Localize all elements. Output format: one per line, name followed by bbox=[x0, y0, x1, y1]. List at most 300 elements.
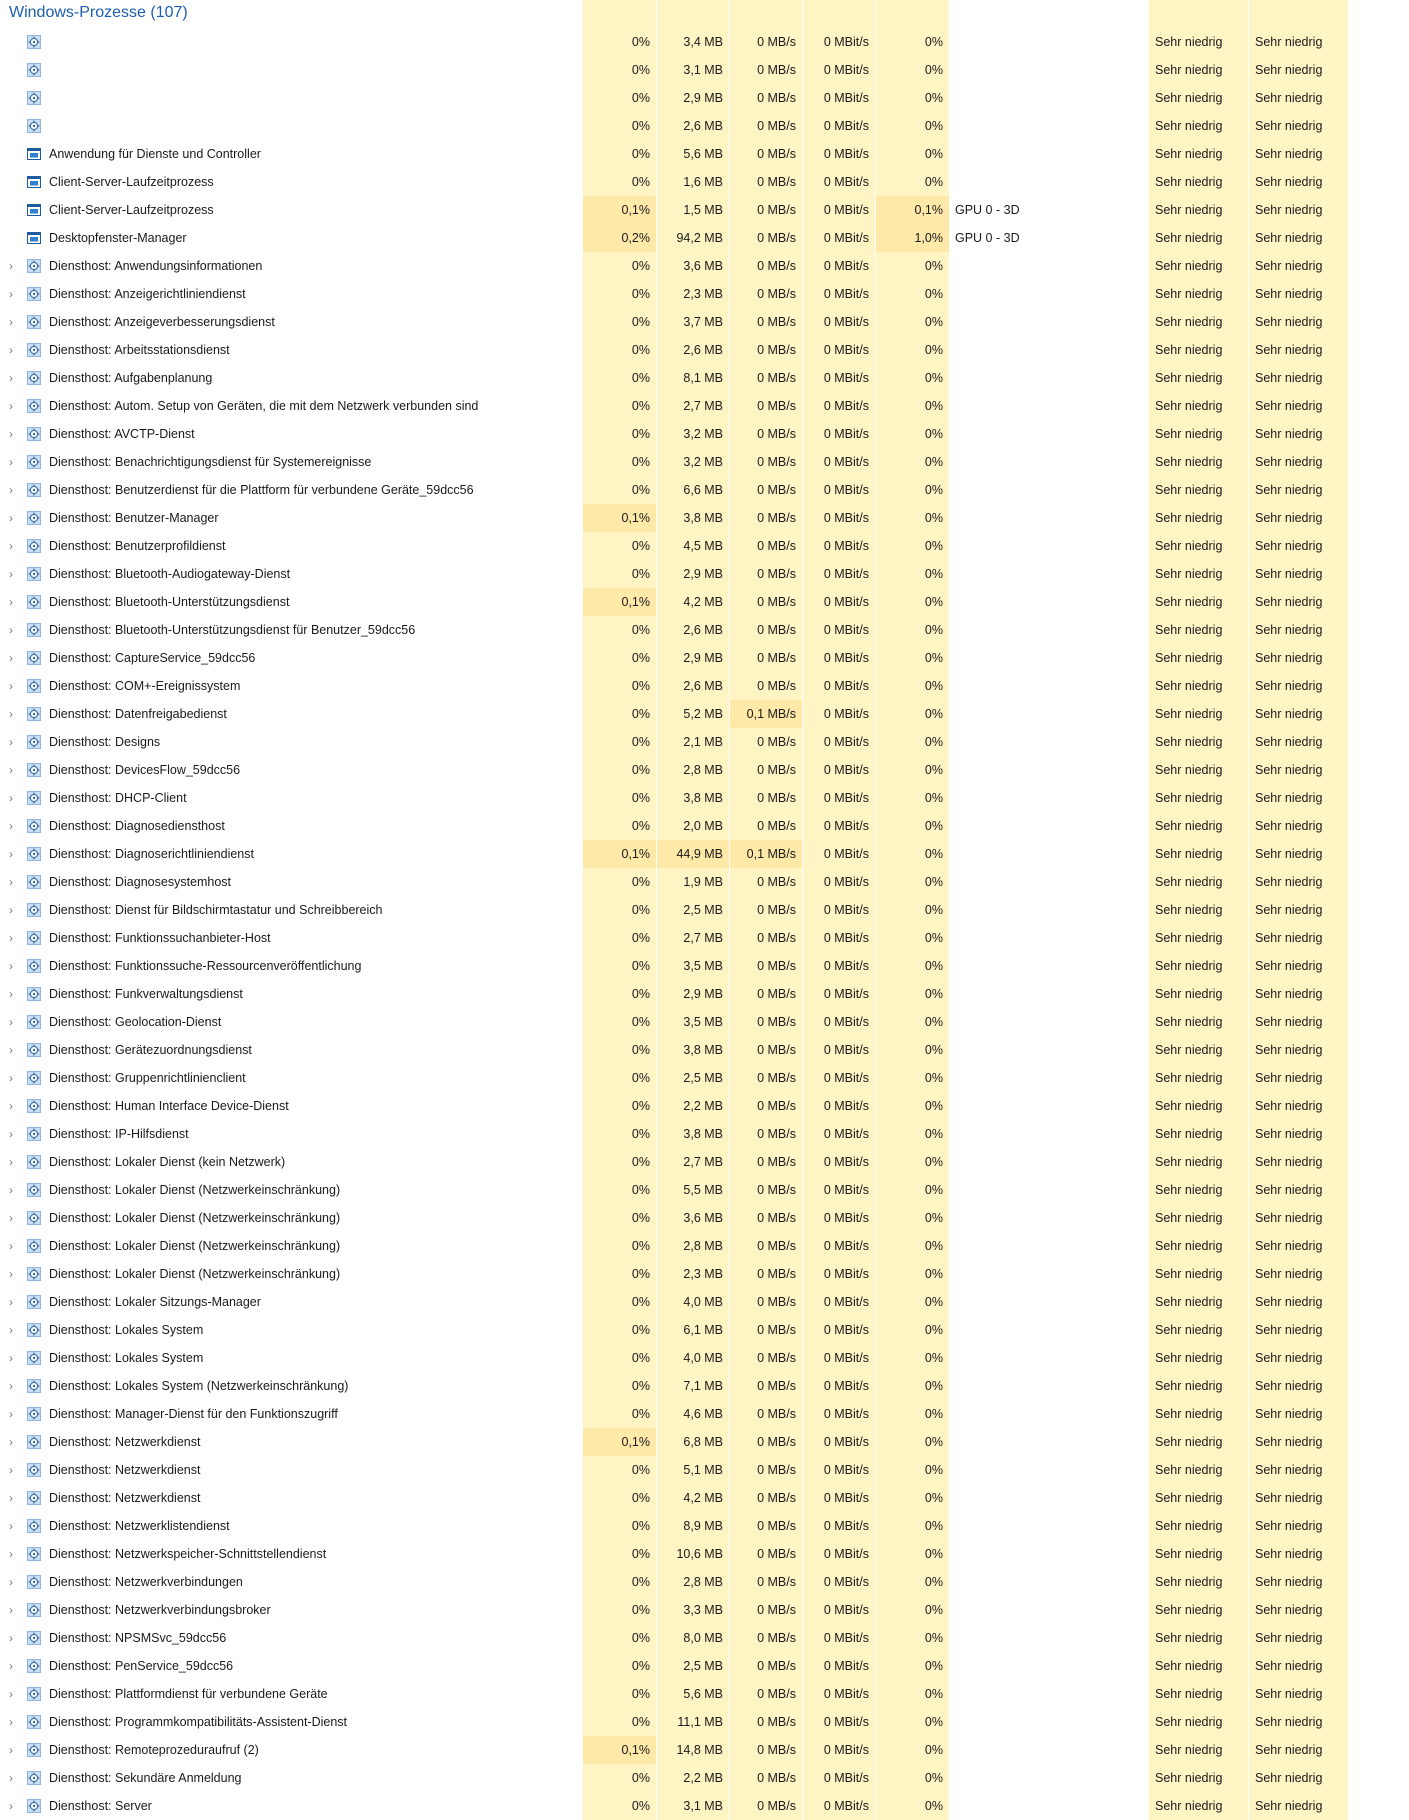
cell-net: 0 MBit/s bbox=[823, 1071, 869, 1085]
chevron-right-icon[interactable]: › bbox=[9, 455, 13, 469]
power-usage-trend: Sehr niedrig bbox=[1255, 1407, 1323, 1421]
process-row[interactable] bbox=[0, 532, 1409, 560]
chevron-right-icon[interactable]: › bbox=[9, 1603, 13, 1617]
chevron-right-icon[interactable]: › bbox=[9, 287, 13, 301]
cell-disk: 0 MB/s bbox=[757, 1295, 796, 1309]
process-name: Diensthost: DHCP-Client bbox=[49, 791, 187, 805]
chevron-right-icon[interactable]: › bbox=[9, 1155, 13, 1169]
process-row[interactable] bbox=[0, 448, 1409, 476]
power-usage-trend: Sehr niedrig bbox=[1255, 1659, 1323, 1673]
cell-disk: 0 MB/s bbox=[757, 231, 796, 245]
process-row[interactable] bbox=[0, 308, 1409, 336]
cell-gpu: 0% bbox=[924, 1435, 943, 1449]
cell-gpu: 0% bbox=[924, 847, 943, 861]
chevron-right-icon[interactable]: › bbox=[9, 483, 13, 497]
process-row[interactable] bbox=[0, 1148, 1409, 1176]
process-row[interactable] bbox=[0, 1428, 1409, 1456]
cell-cpu: 0% bbox=[631, 1659, 650, 1673]
chevron-right-icon[interactable]: › bbox=[9, 1267, 13, 1281]
cell-disk: 0 MB/s bbox=[757, 959, 796, 973]
chevron-right-icon[interactable]: › bbox=[9, 959, 13, 973]
chevron-right-icon[interactable]: › bbox=[9, 1407, 13, 1421]
chevron-right-icon[interactable]: › bbox=[9, 1183, 13, 1197]
chevron-right-icon[interactable]: › bbox=[9, 1015, 13, 1029]
cell-net: 0 MBit/s bbox=[823, 1267, 869, 1281]
power-usage: Sehr niedrig bbox=[1155, 1799, 1223, 1813]
cell-cpu: 0% bbox=[631, 1463, 650, 1477]
chevron-right-icon[interactable]: › bbox=[9, 1295, 13, 1309]
cell-cpu: 0% bbox=[631, 959, 650, 973]
cell-cpu: 0% bbox=[631, 539, 650, 553]
chevron-right-icon[interactable]: › bbox=[9, 651, 13, 665]
process-row[interactable] bbox=[0, 1652, 1409, 1680]
gear-icon bbox=[27, 91, 41, 105]
cell-gpu: 0% bbox=[924, 539, 943, 553]
cell-mem: 8,1 MB bbox=[683, 371, 723, 385]
process-name: Client-Server-Laufzeitprozess bbox=[49, 175, 214, 189]
cell-disk: 0 MB/s bbox=[757, 539, 796, 553]
chevron-right-icon[interactable]: › bbox=[9, 875, 13, 889]
chevron-right-icon[interactable]: › bbox=[9, 1211, 13, 1225]
cell-cpu: 0% bbox=[631, 623, 650, 637]
power-usage-trend: Sehr niedrig bbox=[1255, 931, 1323, 945]
chevron-right-icon[interactable]: › bbox=[9, 931, 13, 945]
process-name: Diensthost: Dienst für Bildschirmtastatur und Schreibbereich bbox=[49, 903, 383, 917]
cell-disk: 0 MB/s bbox=[757, 1323, 796, 1337]
power-usage-trend: Sehr niedrig bbox=[1255, 567, 1323, 581]
process-row[interactable] bbox=[0, 616, 1409, 644]
cell-disk: 0 MB/s bbox=[757, 1127, 796, 1141]
cell-disk: 0 MB/s bbox=[757, 1687, 796, 1701]
cell-gpu: 0% bbox=[924, 371, 943, 385]
power-usage-trend: Sehr niedrig bbox=[1255, 763, 1323, 777]
chevron-right-icon[interactable]: › bbox=[9, 903, 13, 917]
cell-mem: 4,5 MB bbox=[683, 539, 723, 553]
process-name: Diensthost: CaptureService_59dcc56 bbox=[49, 651, 256, 665]
cell-net: 0 MBit/s bbox=[823, 679, 869, 693]
gear-icon bbox=[27, 1491, 41, 1505]
cell-disk: 0 MB/s bbox=[757, 651, 796, 665]
chevron-right-icon[interactable]: › bbox=[9, 679, 13, 693]
cell-cpu: 0% bbox=[631, 903, 650, 917]
cell-mem: 6,6 MB bbox=[683, 483, 723, 497]
cell-net: 0 MBit/s bbox=[823, 903, 869, 917]
chevron-right-icon[interactable]: › bbox=[9, 567, 13, 581]
process-row[interactable] bbox=[0, 280, 1409, 308]
cell-cpu: 0% bbox=[631, 1603, 650, 1617]
power-usage: Sehr niedrig bbox=[1155, 1631, 1223, 1645]
process-name: Diensthost: Remoteprozeduraufruf (2) bbox=[49, 1743, 259, 1757]
process-row[interactable] bbox=[0, 1456, 1409, 1484]
process-row[interactable] bbox=[0, 1120, 1409, 1148]
chevron-right-icon[interactable]: › bbox=[9, 1127, 13, 1141]
chevron-right-icon[interactable]: › bbox=[9, 399, 13, 413]
chevron-right-icon[interactable]: › bbox=[9, 1687, 13, 1701]
power-usage-trend: Sehr niedrig bbox=[1255, 707, 1323, 721]
process-row[interactable] bbox=[0, 700, 1409, 728]
chevron-right-icon[interactable]: › bbox=[9, 1071, 13, 1085]
chevron-right-icon[interactable]: › bbox=[9, 1463, 13, 1477]
gear-icon bbox=[27, 1463, 41, 1477]
chevron-right-icon[interactable]: › bbox=[9, 343, 13, 357]
gear-icon bbox=[27, 1435, 41, 1449]
process-row[interactable] bbox=[0, 1260, 1409, 1288]
chevron-right-icon[interactable]: › bbox=[9, 819, 13, 833]
power-usage: Sehr niedrig bbox=[1155, 567, 1223, 581]
cell-mem: 3,6 MB bbox=[683, 1211, 723, 1225]
cell-cpu: 0% bbox=[631, 1267, 650, 1281]
power-usage-trend: Sehr niedrig bbox=[1255, 1015, 1323, 1029]
cell-cpu: 0% bbox=[631, 1407, 650, 1421]
power-usage-trend: Sehr niedrig bbox=[1255, 455, 1323, 469]
cell-gpu: 0% bbox=[924, 763, 943, 777]
cell-mem: 2,2 MB bbox=[683, 1099, 723, 1113]
cell-cpu: 0% bbox=[631, 315, 650, 329]
cell-net: 0 MBit/s bbox=[823, 847, 869, 861]
cell-mem: 1,9 MB bbox=[683, 875, 723, 889]
cell-gpu: 0% bbox=[924, 1043, 943, 1057]
cell-net: 0 MBit/s bbox=[823, 1519, 869, 1533]
process-row[interactable] bbox=[0, 1484, 1409, 1512]
chevron-right-icon[interactable]: › bbox=[9, 1659, 13, 1673]
window-icon bbox=[27, 231, 41, 245]
chevron-right-icon[interactable]: › bbox=[9, 511, 13, 525]
cell-disk: 0 MB/s bbox=[757, 399, 796, 413]
process-row[interactable] bbox=[0, 1568, 1409, 1596]
power-usage-trend: Sehr niedrig bbox=[1255, 483, 1323, 497]
process-row[interactable] bbox=[0, 924, 1409, 952]
cell-mem: 3,5 MB bbox=[683, 1015, 723, 1029]
chevron-right-icon[interactable]: › bbox=[9, 1799, 13, 1813]
chevron-right-icon[interactable]: › bbox=[9, 1043, 13, 1057]
process-name: Diensthost: Benutzer-Manager bbox=[49, 511, 219, 525]
power-usage: Sehr niedrig bbox=[1155, 147, 1223, 161]
process-name: Diensthost: Lokaler Dienst (Netzwerkeinschränkung) bbox=[49, 1183, 341, 1197]
power-usage-trend: Sehr niedrig bbox=[1255, 427, 1323, 441]
process-name: Diensthost: IP-Hilfsdienst bbox=[49, 1127, 189, 1141]
chevron-right-icon[interactable]: › bbox=[9, 1379, 13, 1393]
process-row[interactable] bbox=[0, 672, 1409, 700]
cell-mem: 2,3 MB bbox=[683, 1267, 723, 1281]
power-usage-trend: Sehr niedrig bbox=[1255, 791, 1323, 805]
cell-disk: 0 MB/s bbox=[757, 259, 796, 273]
power-usage: Sehr niedrig bbox=[1155, 1211, 1223, 1225]
process-name: Diensthost: Funkverwaltungsdienst bbox=[49, 987, 243, 1001]
cell-mem: 2,7 MB bbox=[683, 931, 723, 945]
process-row[interactable] bbox=[0, 784, 1409, 812]
power-usage: Sehr niedrig bbox=[1155, 203, 1223, 217]
process-row[interactable] bbox=[0, 812, 1409, 840]
power-usage: Sehr niedrig bbox=[1155, 903, 1223, 917]
cell-disk: 0 MB/s bbox=[757, 1015, 796, 1029]
process-row[interactable] bbox=[0, 1736, 1409, 1764]
process-row[interactable] bbox=[0, 1372, 1409, 1400]
cell-gpu: 0% bbox=[924, 1211, 943, 1225]
window-icon bbox=[27, 147, 41, 161]
process-name: Diensthost: Netzwerkdienst bbox=[49, 1491, 201, 1505]
process-row[interactable] bbox=[0, 1624, 1409, 1652]
cell-gpu: 0% bbox=[924, 315, 943, 329]
power-usage-trend: Sehr niedrig bbox=[1255, 1463, 1323, 1477]
gear-icon bbox=[27, 371, 41, 385]
process-row[interactable] bbox=[0, 1764, 1409, 1792]
chevron-right-icon[interactable]: › bbox=[9, 1771, 13, 1785]
cell-cpu: 0% bbox=[631, 1715, 650, 1729]
process-row[interactable] bbox=[0, 224, 1409, 252]
cell-mem: 3,8 MB bbox=[683, 791, 723, 805]
process-row[interactable] bbox=[0, 952, 1409, 980]
power-usage: Sehr niedrig bbox=[1155, 1155, 1223, 1169]
process-row[interactable] bbox=[0, 868, 1409, 896]
power-usage: Sehr niedrig bbox=[1155, 623, 1223, 637]
chevron-right-icon[interactable]: › bbox=[9, 1715, 13, 1729]
process-name: Diensthost: Autom. Setup von Geräten, die mit dem Netzwerk verbunden sind bbox=[49, 399, 479, 413]
process-row[interactable] bbox=[0, 980, 1409, 1008]
process-row[interactable] bbox=[0, 1680, 1409, 1708]
process-row[interactable] bbox=[0, 1540, 1409, 1568]
gear-icon bbox=[27, 1743, 41, 1757]
chevron-right-icon[interactable]: › bbox=[9, 791, 13, 805]
chevron-right-icon[interactable]: › bbox=[9, 1435, 13, 1449]
gear-icon bbox=[27, 1631, 41, 1645]
cell-mem: 5,1 MB bbox=[683, 1463, 723, 1477]
process-row[interactable] bbox=[0, 1064, 1409, 1092]
gear-icon bbox=[27, 1687, 41, 1701]
power-usage-trend: Sehr niedrig bbox=[1255, 1211, 1323, 1225]
cell-mem: 1,5 MB bbox=[683, 203, 723, 217]
process-name: Diensthost: Lokaler Dienst (Netzwerkeinschränkung) bbox=[49, 1211, 341, 1225]
process-row[interactable] bbox=[0, 560, 1409, 588]
process-name: Anwendung für Dienste und Controller bbox=[49, 147, 261, 161]
process-row[interactable] bbox=[0, 1204, 1409, 1232]
process-name: Diensthost: NPSMSvc_59dcc56 bbox=[49, 1631, 227, 1645]
cell-cpu: 0% bbox=[631, 1295, 650, 1309]
chevron-right-icon[interactable]: › bbox=[9, 1631, 13, 1645]
process-name: Diensthost: Bluetooth-Unterstützungsdienst bbox=[49, 595, 290, 609]
power-usage-trend: Sehr niedrig bbox=[1255, 343, 1323, 357]
process-row[interactable] bbox=[0, 1288, 1409, 1316]
cell-disk: 0 MB/s bbox=[757, 791, 796, 805]
process-name: Diensthost: Anzeigeverbesserungsdienst bbox=[49, 315, 275, 329]
chevron-right-icon[interactable]: › bbox=[9, 371, 13, 385]
process-row[interactable] bbox=[0, 1708, 1409, 1736]
process-row[interactable] bbox=[0, 896, 1409, 924]
process-row[interactable] bbox=[0, 336, 1409, 364]
cell-cpu: 0% bbox=[631, 763, 650, 777]
chevron-right-icon[interactable]: › bbox=[9, 763, 13, 777]
cell-disk: 0 MB/s bbox=[757, 1435, 796, 1449]
process-row[interactable] bbox=[0, 392, 1409, 420]
process-row[interactable] bbox=[0, 476, 1409, 504]
power-usage-trend: Sehr niedrig bbox=[1255, 1267, 1323, 1281]
process-name: Diensthost: Designs bbox=[49, 735, 161, 749]
process-name: Diensthost: AVCTP-Dienst bbox=[49, 427, 195, 441]
chevron-right-icon[interactable]: › bbox=[9, 315, 13, 329]
gear-icon bbox=[27, 1519, 41, 1533]
process-row[interactable] bbox=[0, 1232, 1409, 1260]
cell-mem: 94,2 MB bbox=[676, 231, 723, 245]
process-row[interactable] bbox=[0, 728, 1409, 756]
chevron-right-icon[interactable]: › bbox=[9, 259, 13, 273]
power-usage: Sehr niedrig bbox=[1155, 1267, 1223, 1281]
process-row[interactable] bbox=[0, 1176, 1409, 1204]
chevron-right-icon[interactable]: › bbox=[9, 707, 13, 721]
cell-disk: 0 MB/s bbox=[757, 63, 796, 77]
process-row[interactable] bbox=[0, 588, 1409, 616]
cell-gpu: 0% bbox=[924, 1519, 943, 1533]
chevron-right-icon[interactable]: › bbox=[9, 1323, 13, 1337]
power-usage-trend: Sehr niedrig bbox=[1255, 679, 1323, 693]
cell-net: 0 MBit/s bbox=[823, 371, 869, 385]
chevron-right-icon[interactable]: › bbox=[9, 1743, 13, 1757]
cell-cpu: 0% bbox=[631, 931, 650, 945]
chevron-right-icon[interactable]: › bbox=[9, 1351, 13, 1365]
power-usage-trend: Sehr niedrig bbox=[1255, 819, 1323, 833]
cell-gpu: 0% bbox=[924, 1267, 943, 1281]
gear-icon bbox=[27, 1799, 41, 1813]
process-row[interactable] bbox=[0, 756, 1409, 784]
cell-cpu: 0% bbox=[631, 91, 650, 105]
process-name: Diensthost: Gruppenrichtlinienclient bbox=[49, 1071, 246, 1085]
cell-cpu: 0% bbox=[631, 1155, 650, 1169]
gear-icon bbox=[27, 1659, 41, 1673]
chevron-right-icon[interactable]: › bbox=[9, 1099, 13, 1113]
cell-mem: 2,9 MB bbox=[683, 651, 723, 665]
cell-net: 0 MBit/s bbox=[823, 1155, 869, 1169]
chevron-right-icon[interactable]: › bbox=[9, 987, 13, 1001]
process-row[interactable] bbox=[0, 1596, 1409, 1624]
cell-gpu: 0% bbox=[924, 1127, 943, 1141]
process-row[interactable] bbox=[0, 1036, 1409, 1064]
process-row[interactable] bbox=[0, 56, 1409, 84]
cell-net: 0 MBit/s bbox=[823, 1435, 869, 1449]
cell-disk: 0 MB/s bbox=[757, 1463, 796, 1477]
process-row[interactable] bbox=[0, 840, 1409, 868]
process-name: Diensthost: Human Interface Device-Dienst bbox=[49, 1099, 289, 1113]
process-row[interactable] bbox=[0, 420, 1409, 448]
chevron-right-icon[interactable]: › bbox=[9, 1575, 13, 1589]
power-usage: Sehr niedrig bbox=[1155, 931, 1223, 945]
process-row[interactable] bbox=[0, 1400, 1409, 1428]
power-usage-trend: Sehr niedrig bbox=[1255, 1491, 1323, 1505]
cell-gpu: 0% bbox=[924, 707, 943, 721]
cell-cpu: 0% bbox=[631, 987, 650, 1001]
power-usage-trend: Sehr niedrig bbox=[1255, 1239, 1323, 1253]
cell-cpu: 0% bbox=[631, 1211, 650, 1225]
process-name: Diensthost: Netzwerkdienst bbox=[49, 1463, 201, 1477]
cell-disk: 0 MB/s bbox=[757, 343, 796, 357]
cell-gpu: 0% bbox=[924, 1575, 943, 1589]
power-usage: Sehr niedrig bbox=[1155, 1127, 1223, 1141]
chevron-right-icon[interactable]: › bbox=[9, 1547, 13, 1561]
chevron-right-icon[interactable]: › bbox=[9, 427, 13, 441]
chevron-right-icon[interactable]: › bbox=[9, 595, 13, 609]
process-name: Diensthost: COM+-Ereignissystem bbox=[49, 679, 241, 693]
process-row[interactable] bbox=[0, 364, 1409, 392]
cell-net: 0 MBit/s bbox=[823, 1715, 869, 1729]
cell-cpu: 0,1% bbox=[583, 840, 656, 868]
process-row[interactable] bbox=[0, 140, 1409, 168]
chevron-right-icon[interactable]: › bbox=[9, 735, 13, 749]
cell-mem: 6,1 MB bbox=[683, 1323, 723, 1337]
process-name: Diensthost: Arbeitsstationsdienst bbox=[49, 343, 230, 357]
cell-net: 0 MBit/s bbox=[823, 1407, 869, 1421]
chevron-right-icon[interactable]: › bbox=[9, 1239, 13, 1253]
process-row[interactable] bbox=[0, 1792, 1409, 1820]
cell-net: 0 MBit/s bbox=[823, 707, 869, 721]
chevron-right-icon[interactable]: › bbox=[9, 623, 13, 637]
group-header-windows-processes[interactable]: Windows-Prozesse (107) bbox=[9, 4, 188, 21]
gear-icon bbox=[27, 399, 41, 413]
gear-icon bbox=[27, 875, 41, 889]
cell-disk: 0 MB/s bbox=[757, 1491, 796, 1505]
power-usage: Sehr niedrig bbox=[1155, 875, 1223, 889]
process-row[interactable] bbox=[0, 1344, 1409, 1372]
cell-net: 0 MBit/s bbox=[823, 1351, 869, 1365]
cell-net: 0 MBit/s bbox=[823, 511, 869, 525]
cell-gpu: 0% bbox=[924, 35, 943, 49]
process-row[interactable] bbox=[0, 1092, 1409, 1120]
cell-gpu: 0% bbox=[924, 147, 943, 161]
process-name: Diensthost: Gerätezuordnungsdienst bbox=[49, 1043, 252, 1057]
gear-icon bbox=[27, 1155, 41, 1169]
cell-disk: 0 MB/s bbox=[757, 1603, 796, 1617]
power-usage: Sehr niedrig bbox=[1155, 1603, 1223, 1617]
process-row[interactable] bbox=[0, 504, 1409, 532]
chevron-right-icon[interactable]: › bbox=[9, 847, 13, 861]
process-name: Diensthost: Lokales System bbox=[49, 1323, 204, 1337]
cell-gpu: 0% bbox=[924, 483, 943, 497]
cell-disk: 0 MB/s bbox=[757, 315, 796, 329]
process-row[interactable] bbox=[0, 28, 1409, 56]
process-row[interactable] bbox=[0, 1512, 1409, 1540]
power-usage-trend: Sehr niedrig bbox=[1255, 1743, 1323, 1757]
cell-disk: 0 MB/s bbox=[757, 1043, 796, 1057]
cell-gpu: 0% bbox=[924, 959, 943, 973]
process-row[interactable] bbox=[0, 196, 1409, 224]
process-row[interactable] bbox=[0, 84, 1409, 112]
cell-cpu: 0% bbox=[631, 1351, 650, 1365]
chevron-right-icon[interactable]: › bbox=[9, 1491, 13, 1505]
gear-icon bbox=[27, 63, 41, 77]
gear-icon bbox=[27, 567, 41, 581]
cell-cpu: 0% bbox=[631, 1015, 650, 1029]
process-row[interactable] bbox=[0, 1316, 1409, 1344]
power-usage: Sehr niedrig bbox=[1155, 1407, 1223, 1421]
gear-icon bbox=[27, 1239, 41, 1253]
cell-cpu: 0% bbox=[631, 483, 650, 497]
process-row[interactable] bbox=[0, 112, 1409, 140]
process-name: Diensthost: Programmkompatibilitäts-Assistent-Dienst bbox=[49, 1715, 348, 1729]
chevron-right-icon[interactable]: › bbox=[9, 539, 13, 553]
power-usage-trend: Sehr niedrig bbox=[1255, 1127, 1323, 1141]
process-row[interactable] bbox=[0, 1008, 1409, 1036]
cell-disk: 0 MB/s bbox=[757, 1631, 796, 1645]
power-usage: Sehr niedrig bbox=[1155, 1659, 1223, 1673]
cell-mem: 5,2 MB bbox=[683, 707, 723, 721]
power-usage: Sehr niedrig bbox=[1155, 1239, 1223, 1253]
process-name: Diensthost: Funktionssuche-Ressourcenveröffentlichung bbox=[49, 959, 362, 973]
process-row[interactable] bbox=[0, 644, 1409, 672]
process-row[interactable] bbox=[0, 252, 1409, 280]
chevron-right-icon[interactable]: › bbox=[9, 1519, 13, 1533]
power-usage-trend: Sehr niedrig bbox=[1255, 1519, 1323, 1533]
cell-net: 0 MBit/s bbox=[823, 959, 869, 973]
gear-icon bbox=[27, 707, 41, 721]
cell-net: 0 MBit/s bbox=[823, 1183, 869, 1197]
cell-disk: 0 MB/s bbox=[757, 1183, 796, 1197]
process-row[interactable] bbox=[0, 168, 1409, 196]
